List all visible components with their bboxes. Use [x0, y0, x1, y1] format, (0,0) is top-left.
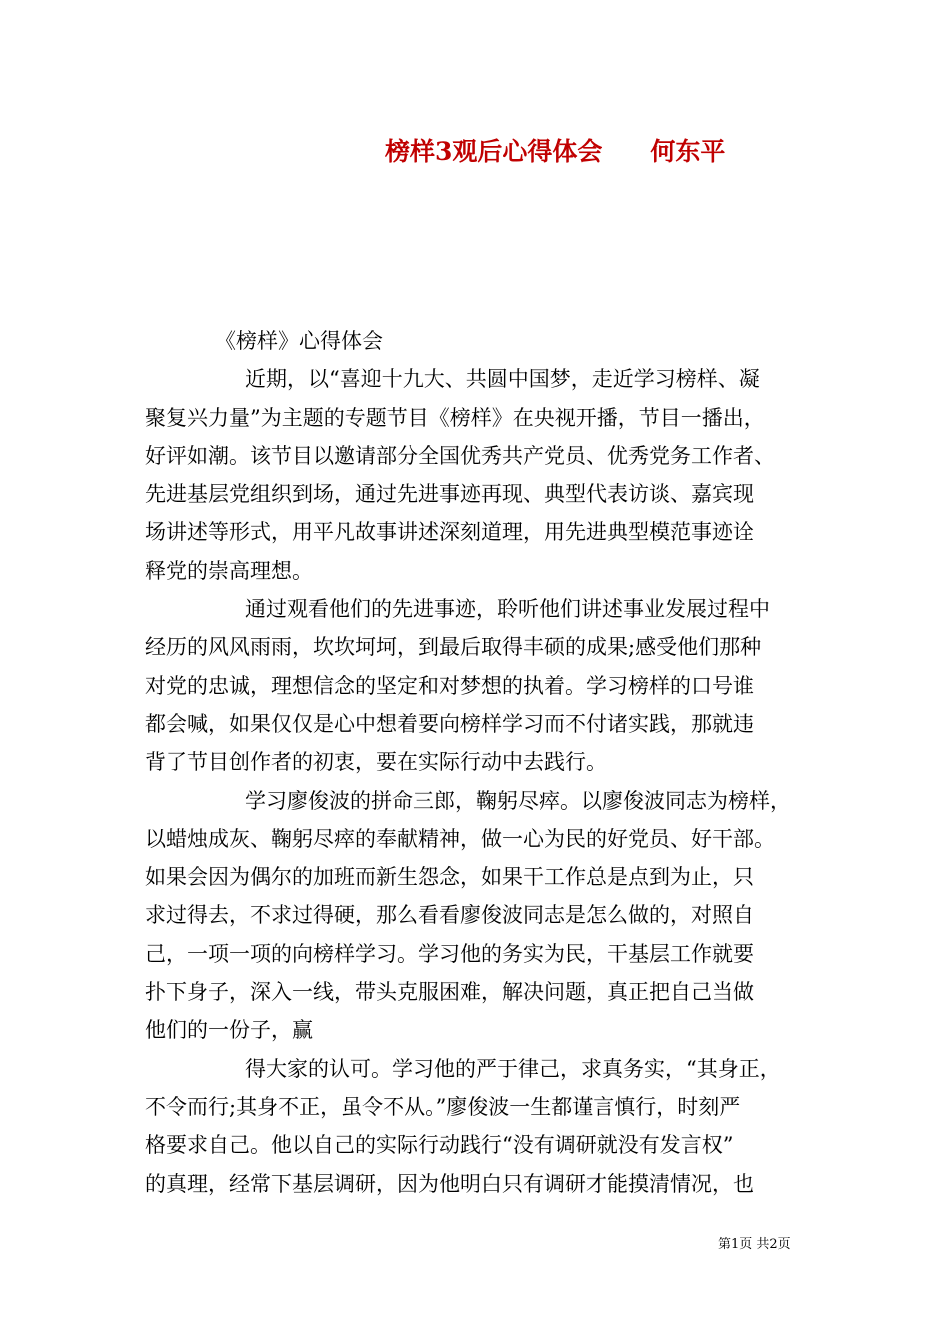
body-line: 格要求自己。他以自己的实际行动践行“没有调研就没有发言权”: [145, 1133, 734, 1158]
body-line: 都会喊，如果仅仅是心中想着要向榜样学习而不付诸实践，那就违: [145, 711, 754, 736]
body-line: 他们的一份子，赢: [145, 1018, 313, 1043]
body-line: 《榜样》心得体会: [215, 329, 383, 353]
page-title: [385, 132, 725, 168]
body-line: 背了节目创作者的初衷，要在实际行动中去践行。: [145, 750, 607, 775]
body-line: 场讲述等形式，用平凡故事讲述深刻道理，用先进典型模范事迹诠: [145, 520, 754, 545]
body-line: 对党的忠诚，理想信念的坚定和对梦想的执着。学习榜样的口号谁: [145, 673, 754, 698]
body-line: 学习廖俊波的拼命三郎，鞠躬尽瘁。以廖俊波同志为榜样，: [245, 788, 791, 813]
body-line: 扑下身子，深入一线，带头克服困难，解决问题，真正把自己当做: [145, 980, 754, 1005]
body-line: 求过得去，不求过得硬，那么看看廖俊波同志是怎么做的，对照自: [145, 903, 754, 928]
title-author: 何东平: [650, 137, 726, 166]
body-line: 以蜡烛成灰、鞠躬尽瘁的奉献精神，做一心为民的好党员、好干部。: [145, 826, 775, 851]
body-line: 聚复兴力量”为主题的专题节目《榜样》在央视开播，节目一播出，: [145, 405, 765, 430]
body-line: 不令而行;其身不正，虽令不从。”廖俊波一生都谨言慎行，时刻严: [145, 1094, 741, 1119]
body-line: 通过观看他们的先进事迹，聆听他们讲述事业发展过程中: [245, 597, 770, 622]
body-line: 得大家的认可。学习他的严于律己，求真务实，“其身正，: [245, 1056, 781, 1081]
body-line: 如果会因为偶尔的加班而新生怨念，如果干工作总是点到为止，只: [145, 865, 754, 890]
body-line: 释党的崇高理想。: [145, 558, 313, 583]
body-line: 的真理，经常下基层调研，因为他明白只有调研才能摸清情况，也: [145, 1171, 754, 1196]
document-body: [145, 322, 825, 1203]
body-line: 好评如潮。该节目以邀请部分全国优秀共产党员、优秀党务工作者、: [145, 443, 775, 468]
body-line: 先进基层党组织到场，通过先进事迹再现、典型代表访谈、嘉宾现: [145, 482, 754, 507]
body-line: 近期，以“喜迎十九大、共圆中国梦，走近学习榜样、凝: [245, 367, 760, 392]
page-footer: 第1页 共2页: [718, 1237, 791, 1252]
title-main: 榜样3观后心得体会: [385, 137, 603, 166]
body-line: 经历的风风雨雨，坎坎坷坷，到最后取得丰硕的成果;感受他们那种: [145, 635, 762, 660]
body-line: 己，一项一项的向榜样学习。学习他的务实为民，干基层工作就要: [145, 941, 754, 966]
